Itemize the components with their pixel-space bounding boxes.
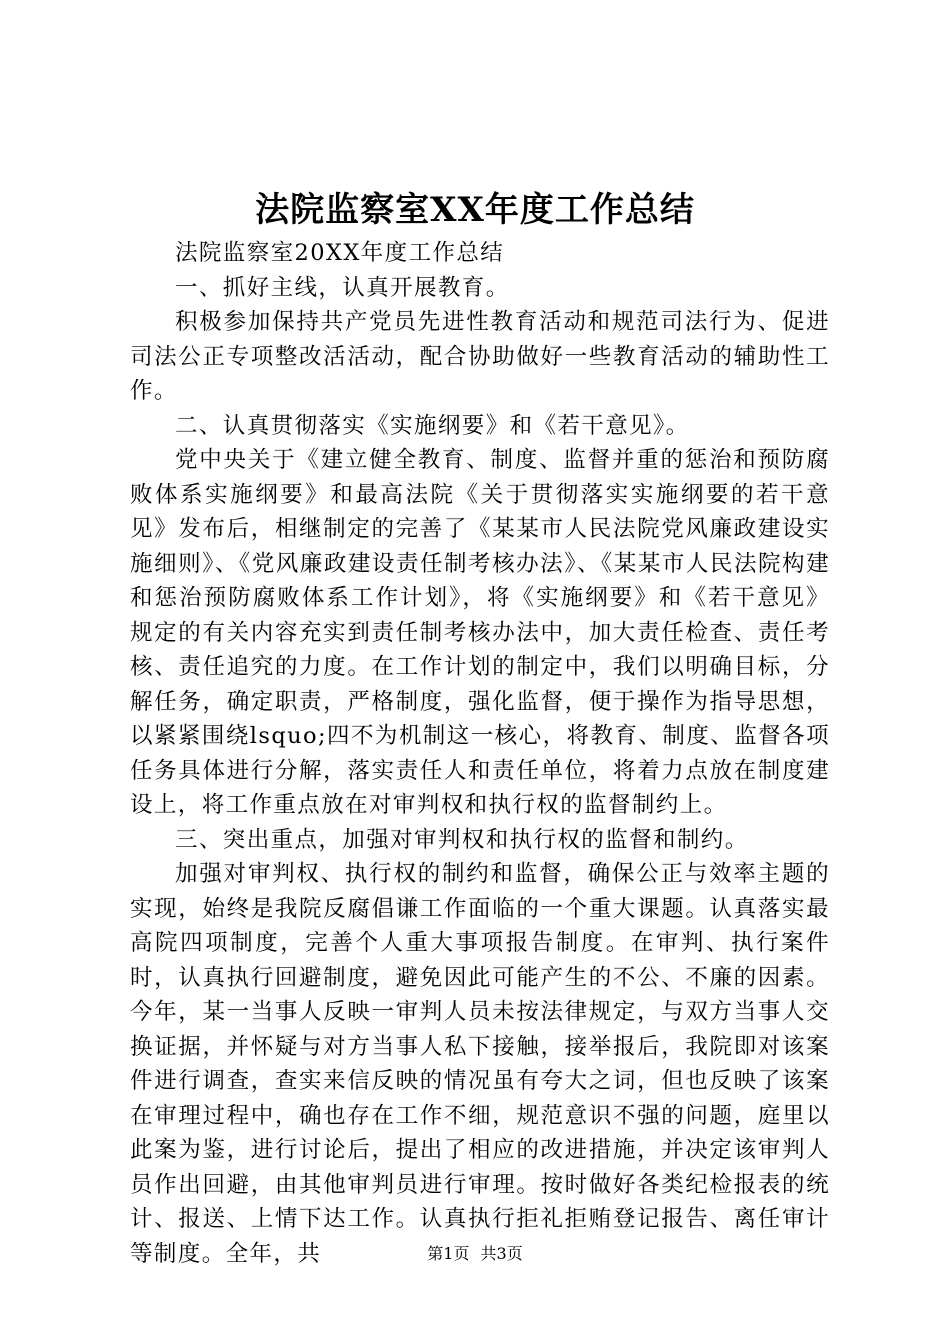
paragraph-body-3: 加强对审判权、执行权的制约和监督，确保公正与效率主题的实现，始终是我院反腐倡谦工作面临的一个重大课题。认真落实最高院四项制度，完善个人重大事项报告制度。在审判、执行案件时，认真执行回避制度，避免因此可能产生的不公、不廉的因素。今年，某一当事人反映一审判人员未按法律规定，与双方当事人交换证据，并怀疑与对方当事人私下接触，接举报后，我院即对该案件进行调查，查实来信反映的情况虽有夸大之词，但也反映了该案在审理过程中，确也存在工作不细，规范意识不强的问题，庭里以此案为鉴，进行讨论后，提出了相应的改进措施，并决定该审判人员作出回避，由其他审判员进行审理。按时做好各类纪检报表的统计、报送、上情下达工作。认真执行拒礼拒贿登记报告、离任审计等制度。全年，共 [130, 861, 830, 1267]
paragraph-subtitle: 法院监察室20XX年度工作总结 [175, 240, 505, 266]
paragraph-body-1: 积极参加保持共产党员先进性教育活动和规范司法行为、促进司法公正专项整改活活动，配合协助做好一些教育活动的辅助性工作。 [130, 309, 830, 404]
document-body [130, 236, 830, 1271]
paragraph-body-2: 党中央关于《建立健全教育、制度、监督并重的惩治和预防腐败体系实施纲要》和最高法院《关于贯彻落实实施纲要的若干意见》发布后，相继制定的完善了《某某市人民法院党风廉政建设实施细则》、《党风廉政建设责任制考核办法》、《某某市人民法院构建和惩治预防腐败体系工作计划》，将《实施纲要》和《若干意见》规定的有关内容充实到责任制考核办法中，加大责任检查、责任考核、责任追究的力度。在工作计划的制定中，我们以明确目标，分解任务，确定职责，严格制度，强化监督，便于操作为指导思想，以紧紧围绕lsquo;四不为机制这一核心，将教育、制度、监督各项任务具体进行分解，落实责任人和责任单位，将着力点放在制度建设上，将工作重点放在对审判权和执行权的监督制约上。 [130, 447, 830, 818]
paragraph-heading-3: 三、突出重点，加强对审判权和执行权的监督和制约。 [175, 826, 749, 853]
page-total: 共3页 [480, 1244, 523, 1263]
paragraph-heading-1: 一、抓好主线，认真开展教育。 [175, 274, 510, 301]
document-title: 法院监察室XX年度工作总结 [255, 190, 695, 230]
paragraph-heading-2: 二、认真贯彻落实《实施纲要》和《若干意见》。 [175, 412, 690, 439]
page-footer [0, 1243, 950, 1265]
page-number: 第1页 [427, 1244, 470, 1263]
